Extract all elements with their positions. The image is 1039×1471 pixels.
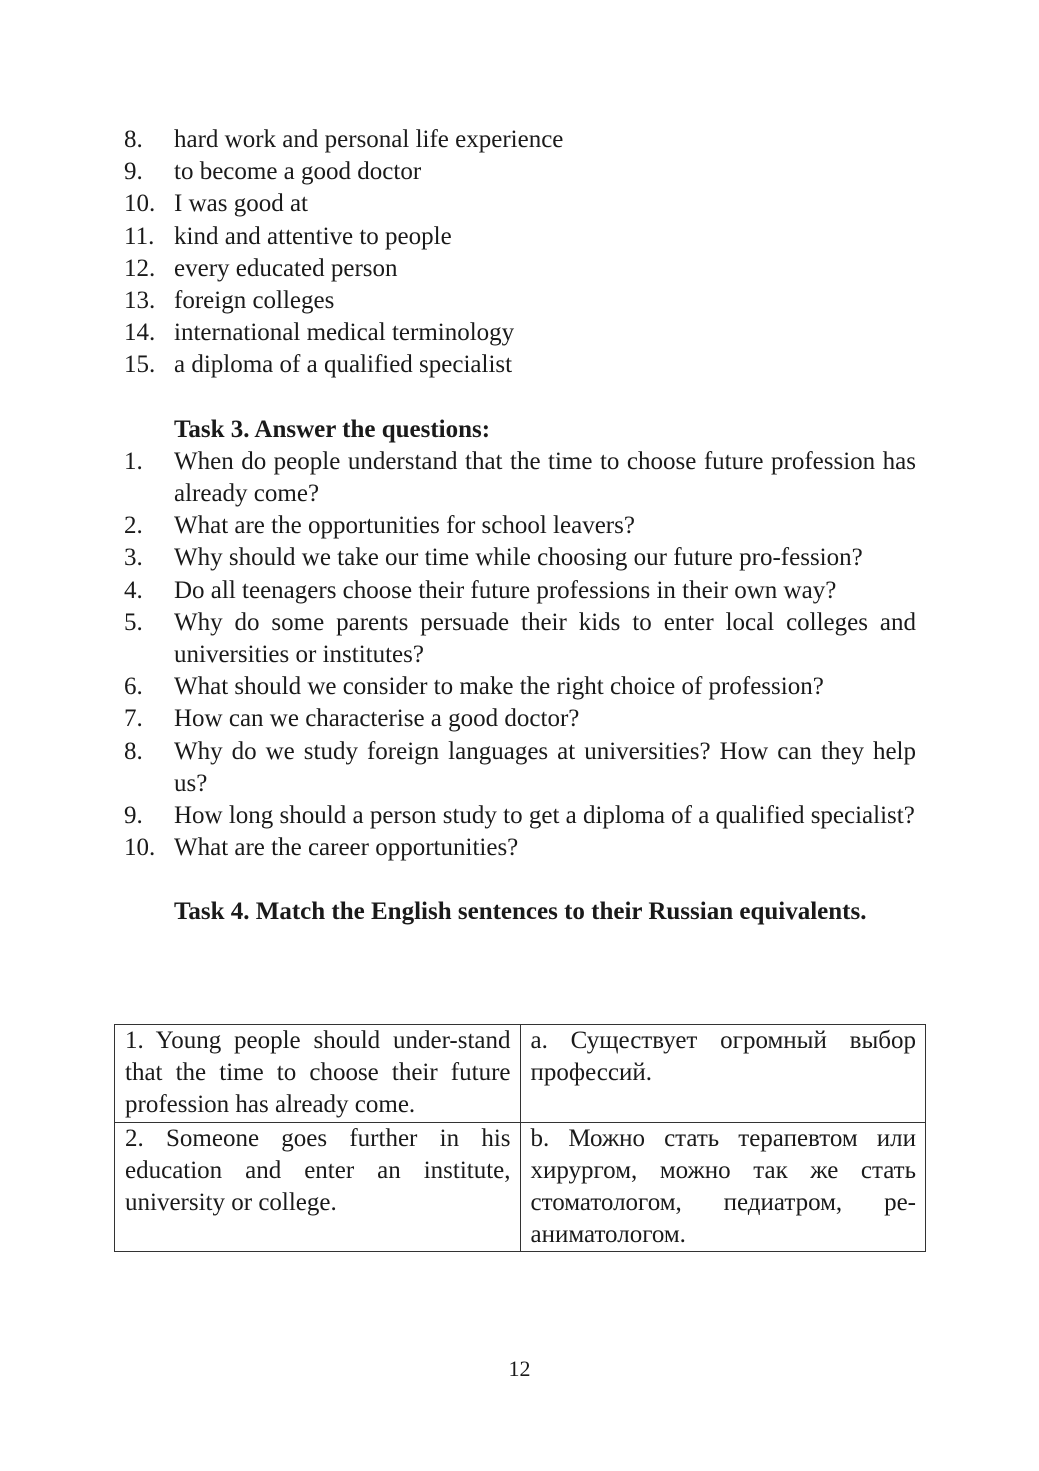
list-item: [124, 349, 916, 381]
list-item-number: 8.: [124, 126, 143, 153]
english-sentence-cell: 2. Someone goes further in his education and enter an institute, university or college.: [115, 1122, 521, 1252]
question-text: Why do some parents persuade their kids to enter local colleges and universities or institutes?: [174, 608, 916, 669]
russian-sentence-cell: a. Существует огромный выбор профессий.: [520, 1025, 926, 1123]
question-text: When do people understand that the time to choose future profession has already come?: [174, 447, 916, 508]
list-item: [124, 317, 916, 349]
page-number: 12: [508, 1356, 531, 1381]
question-text: Why do we study foreign languages at universities? How can they help us?: [174, 737, 916, 797]
question-number: 6.: [124, 673, 143, 701]
list-item-number: 9.: [124, 158, 143, 186]
question-item: [124, 671, 916, 703]
question-number: 1.: [124, 447, 143, 475]
list-item: [124, 188, 916, 220]
list-item: [124, 253, 916, 285]
matching-table: [114, 1024, 926, 1252]
question-text: What are the opportunities for school leavers?: [174, 512, 635, 540]
list-item-number: 10.: [124, 190, 156, 218]
question-item: [124, 542, 916, 574]
list-item-text: a diploma of a qualified specialist: [174, 351, 513, 379]
question-item: [124, 832, 916, 864]
question-number: 10.: [124, 834, 156, 862]
table-row: [115, 1025, 926, 1123]
table-row: [115, 1122, 926, 1252]
question-number: 4.: [124, 576, 143, 604]
list-item: [124, 124, 916, 156]
list-item-text: kind and attentive to people: [174, 222, 452, 250]
question-item: [124, 510, 916, 542]
question-text: What are the career opportunities?: [174, 834, 519, 862]
question-item: [124, 575, 916, 607]
question-item: [124, 703, 916, 735]
list-item-number: 12.: [124, 254, 156, 282]
list-item-number: 13.: [124, 287, 156, 315]
question-number: 7.: [124, 705, 143, 733]
page-content: [124, 124, 916, 929]
list-item-text: foreign colleges: [174, 287, 335, 315]
question-item: [124, 446, 916, 510]
question-text: Do all teenagers choose their future professions in their own way?: [174, 576, 837, 604]
list-item: [124, 285, 916, 317]
list-item-text: international medical terminology: [174, 319, 515, 347]
list-item-text: I was good at: [174, 190, 308, 218]
list-item-text: hard work and personal life experience: [174, 126, 564, 153]
question-number: 8.: [124, 737, 143, 765]
list-item-number: 15.: [124, 351, 156, 379]
russian-sentence-cell: b. Можно стать терапевтом или хирургом, можно так же стать стоматологом, педиатром, ре-аниматологом.: [520, 1122, 926, 1252]
question-number: 3.: [124, 544, 143, 572]
question-text: Why should we take our time while choosing our future pro-fession?: [174, 544, 863, 572]
question-text: How can we characterise a good doctor?: [174, 705, 580, 733]
task4-heading: Task 4. Match the English sentences to their Russian equivalents.: [174, 898, 867, 926]
question-item: [124, 800, 916, 832]
list-item-text: every educated person: [174, 254, 398, 282]
question-text: What should we consider to make the right choice of profession?: [174, 673, 824, 701]
question-number: 5.: [124, 608, 143, 636]
continued-list: [124, 124, 916, 382]
question-number: 2.: [124, 512, 143, 540]
question-text: How long should a person study to get a diploma of a qualified specialist?: [174, 802, 915, 830]
list-item-number: 14.: [124, 319, 156, 347]
question-number: 9.: [124, 802, 143, 830]
task3-questions: [124, 446, 916, 865]
list-item-text: to become a good doctor: [174, 158, 422, 186]
list-item: [124, 221, 916, 253]
task3-heading: Task 3. Answer the questions:: [174, 415, 491, 443]
question-item: [124, 607, 916, 671]
list-item-number: 11.: [124, 222, 155, 250]
list-item: [124, 156, 916, 188]
english-sentence-cell: 1. Young people should under-stand that the time to choose their future profession has already come.: [115, 1025, 521, 1123]
question-item: [124, 736, 916, 800]
